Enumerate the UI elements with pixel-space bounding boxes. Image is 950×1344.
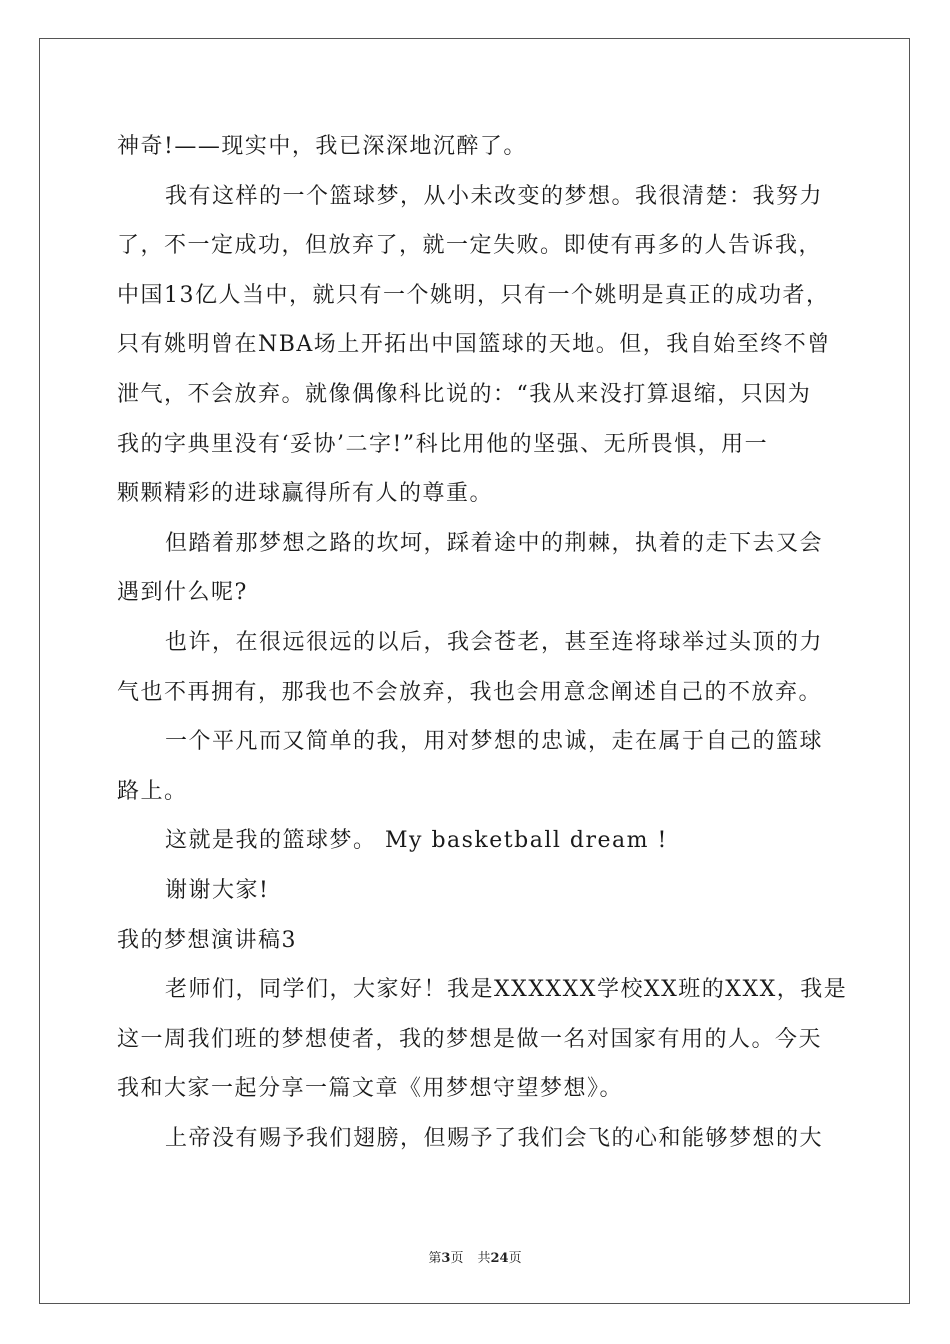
text-line: 谢谢大家!: [165, 877, 270, 903]
document-body: [117, 127, 848, 1168]
page-number: 3: [441, 1251, 451, 1266]
total-prefix: 共: [477, 1251, 491, 1266]
text-line: 这就是我的篮球梦。 My basketball dream !: [165, 828, 668, 854]
text-line: 也许，在很远很远的以后，我会苍老，甚至连将球举过头顶的力: [165, 629, 824, 655]
section-heading: 我的梦想演讲稿3: [117, 927, 297, 953]
text-line: 我的字典里没有‘妥协’二字!”科比用他的坚强、无所畏惧，用一: [117, 431, 769, 457]
text-line: 泄气，不会放弃。就像偶像科比说的：“我从来没打算退缩，只因为: [117, 381, 812, 407]
text-line: 上帝没有赐予我们翅膀，但赐予了我们会飞的心和能够梦想的大: [165, 1125, 824, 1151]
page-footer: [0, 1247, 950, 1266]
page-prefix: 第: [428, 1251, 442, 1266]
text-line: 了，不一定成功，但放弃了，就一定失败。即使有再多的人告诉我，: [117, 233, 823, 259]
text-line: 路上。: [117, 778, 188, 804]
text-line: 但踏着那梦想之路的坎坷，踩着途中的荆棘，执着的走下去又会: [165, 530, 824, 556]
total-suffix: 页: [508, 1251, 522, 1266]
text-line: 中国13亿人当中，就只有一个姚明，只有一个姚明是真正的成功者，: [117, 282, 830, 308]
text-line: 这一周我们班的梦想使者，我的梦想是做一名对国家有用的人。今天: [117, 1026, 823, 1052]
text-line: 只有姚明曾在NBA场上开拓出中国篮球的天地。但，我自始至终不曾: [117, 332, 831, 358]
text-line: 颗颗精彩的进球赢得所有人的尊重。: [117, 481, 494, 507]
text-line: 老师们，同学们，大家好！我是XXXXXX学校XX班的XXX，我是: [165, 977, 848, 1003]
text-line: 我有这样的一个篮球梦，从小未改变的梦想。我很清楚：我努力: [165, 183, 824, 209]
text-line: 气也不再拥有，那我也不会放弃，我也会用意念阐述自己的不放弃。: [117, 679, 823, 705]
total-pages: 24: [490, 1251, 509, 1266]
text-line: 遇到什么呢?: [117, 580, 248, 606]
text-line: 一个平凡而又简单的我，用对梦想的忠诚，走在属于自己的篮球: [165, 729, 824, 755]
text-line: 我和大家一起分享一篇文章《用梦想守望梦想》。: [117, 1076, 624, 1102]
page-suffix: 页: [450, 1251, 464, 1266]
text-line: 神奇!——现实中，我已深深地沉醉了。: [117, 134, 527, 159]
